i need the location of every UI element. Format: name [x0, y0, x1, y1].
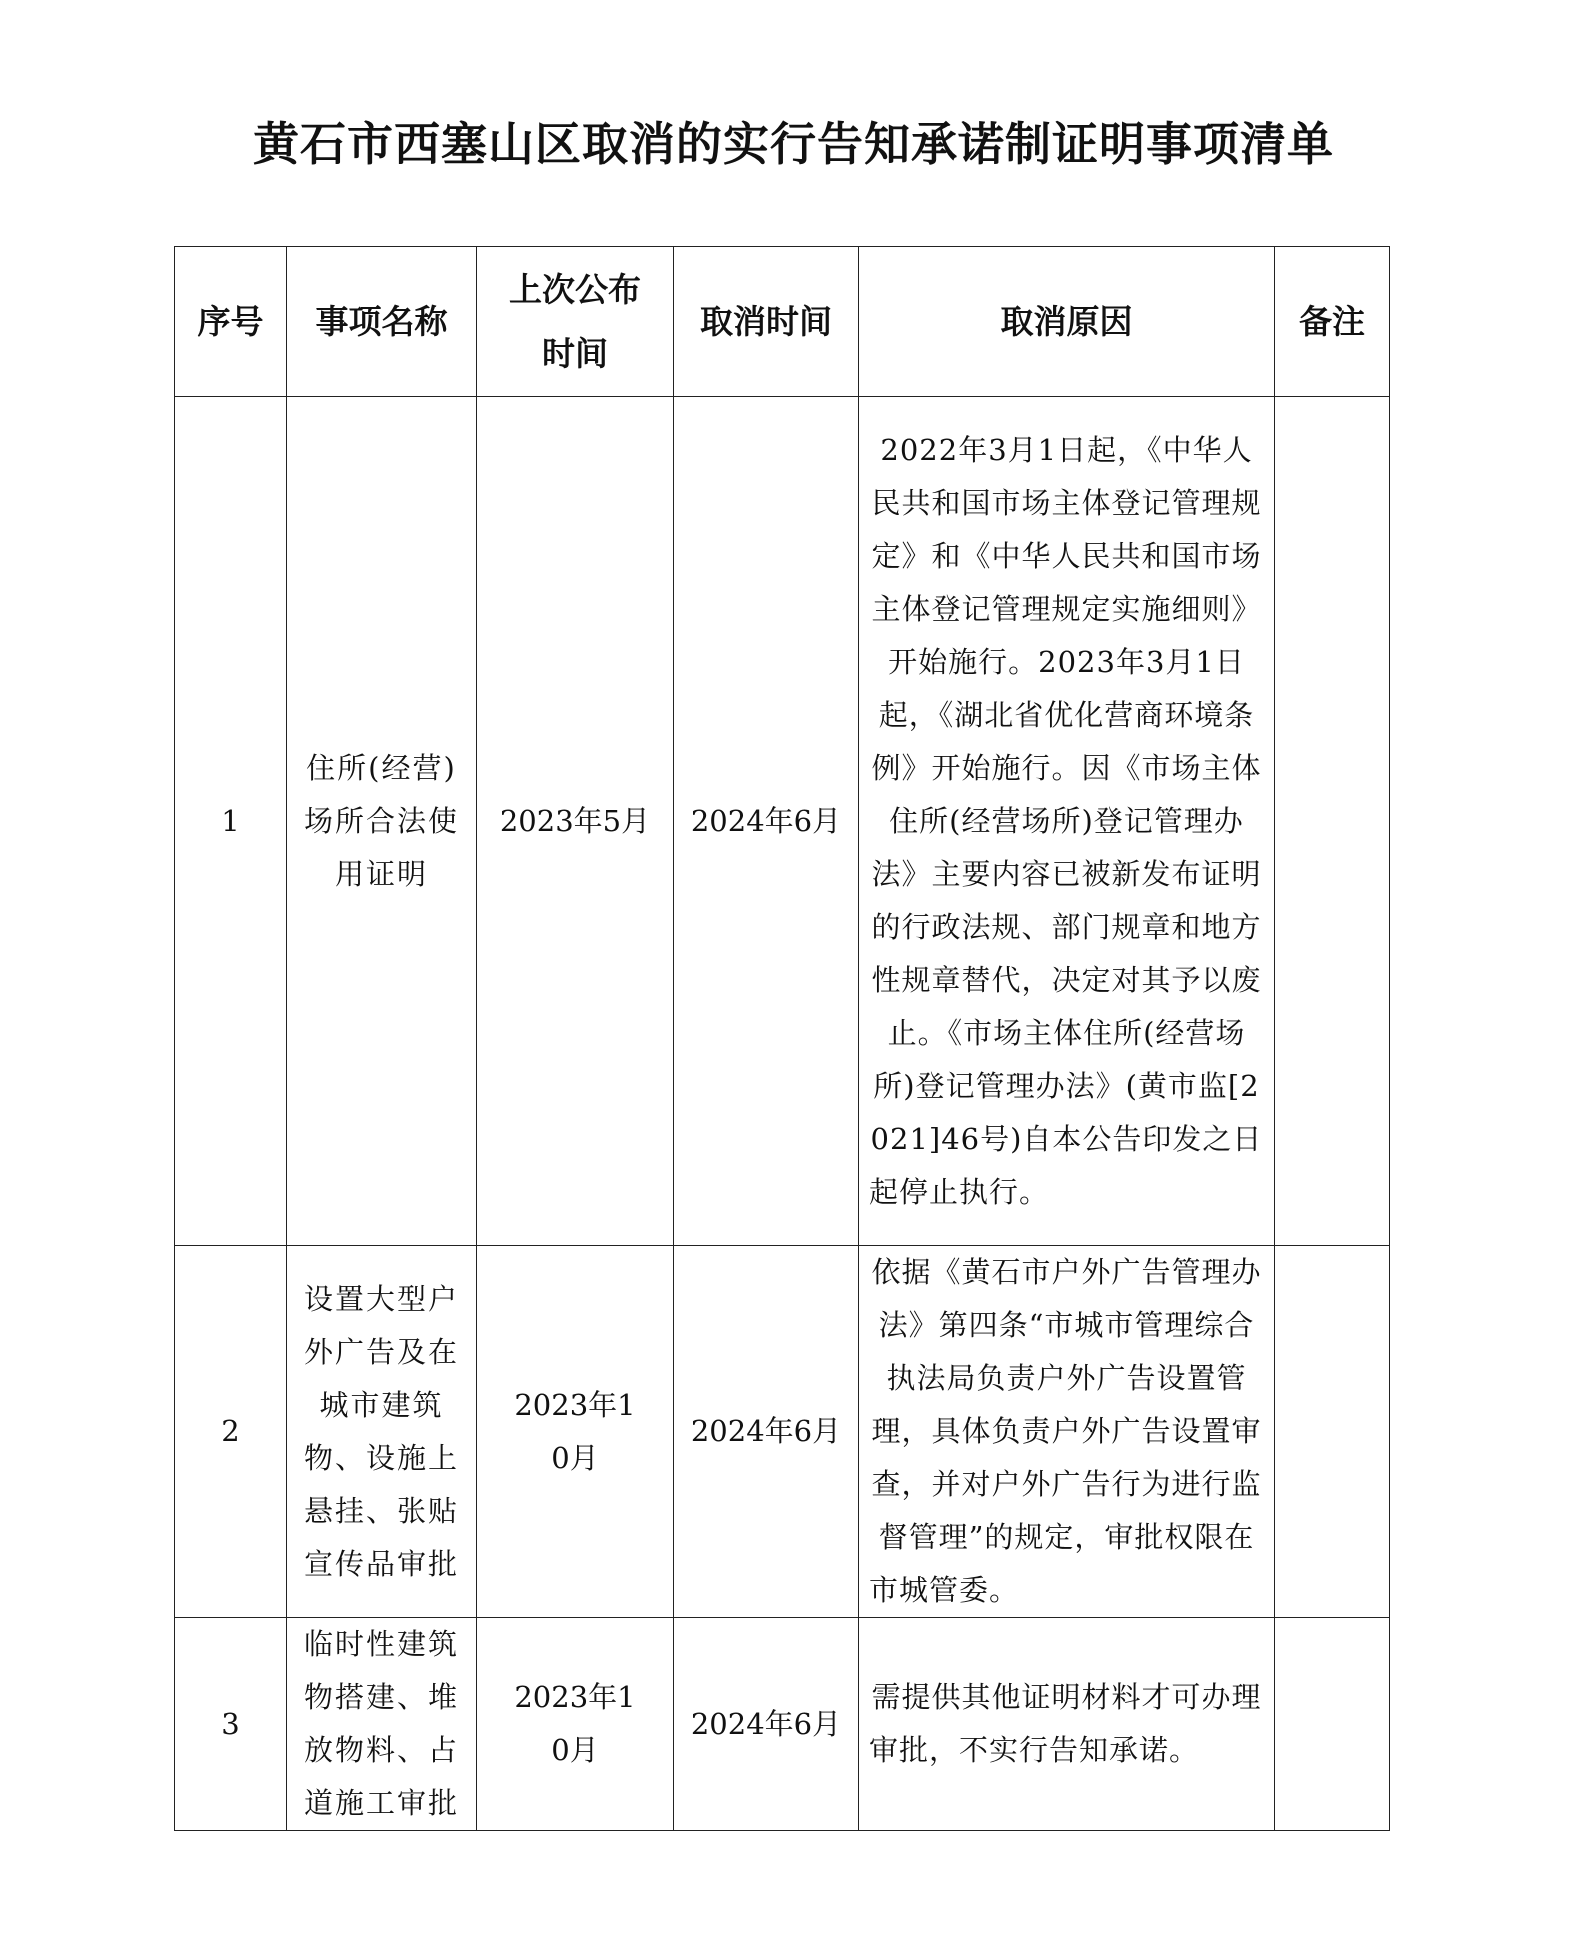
header-reason: 取消原因: [859, 247, 1275, 397]
cell-no: 3: [175, 1618, 287, 1831]
cell-published: 2023年5月: [477, 397, 674, 1246]
cell-cancelled: 2024年6月: [674, 397, 859, 1246]
cell-no: 1: [175, 397, 287, 1246]
header-published: 上次公布时间: [477, 247, 674, 397]
document-title: 黄石市西塞山区取消的实行告知承诺制证明事项清单: [253, 117, 1334, 171]
cell-reason: 需提供其他证明材料才可办理审批，不实行告知承诺。: [859, 1618, 1275, 1831]
cell-published: 2023年10月: [477, 1618, 674, 1831]
header-no: 序号: [175, 247, 287, 397]
cell-note: [1275, 397, 1390, 1246]
table-row: [175, 1618, 1390, 1831]
cell-name: 住所(经营)场所合法使用证明: [287, 397, 477, 1246]
cell-name: 设置大型户外广告及在城市建筑物、设施上悬挂、张贴宣传品审批: [287, 1246, 477, 1618]
cancelled-items-table: [174, 246, 1390, 1831]
cell-note: [1275, 1246, 1390, 1618]
table-row: [175, 1246, 1390, 1618]
header-cancelled: 取消时间: [674, 247, 859, 397]
header-note: 备注: [1275, 247, 1390, 397]
cell-reason: 依据《黄石市户外广告管理办法》第四条“市城市管理综合执法局负责户外广告设置管理，具体负责户外广告设置审查，并对户外广告行为进行监督管理”的规定，审批权限在市城管委。: [859, 1246, 1275, 1618]
table-header-row: [175, 247, 1390, 397]
table-row: [175, 397, 1390, 1246]
cell-no: 2: [175, 1246, 287, 1618]
header-name: 事项名称: [287, 247, 477, 397]
cell-published: 2023年10月: [477, 1246, 674, 1618]
cell-cancelled: 2024年6月: [674, 1618, 859, 1831]
cell-reason: 2022年3月1日起，《中华人民共和国市场主体登记管理规定》和《中华人民共和国市场主体登记管理规定实施细则》开始施行。2023年3月1日起，《湖北省优化营商环境条例》开始施行。因《市场主体住所(经营场所)登记管理办法》主要内容已被新发布证明的行政法规、部门规章和地方性规章替代，决定对其予以废止。《市场主体住所(经营场所)登记管理办法》(黄市监[2021]46号)自本公告印发之日起停止执行。: [859, 397, 1275, 1246]
cell-cancelled: 2024年6月: [674, 1246, 859, 1618]
cell-name: 临时性建筑物搭建、堆放物料、占道施工审批: [287, 1618, 477, 1831]
cell-note: [1275, 1618, 1390, 1831]
